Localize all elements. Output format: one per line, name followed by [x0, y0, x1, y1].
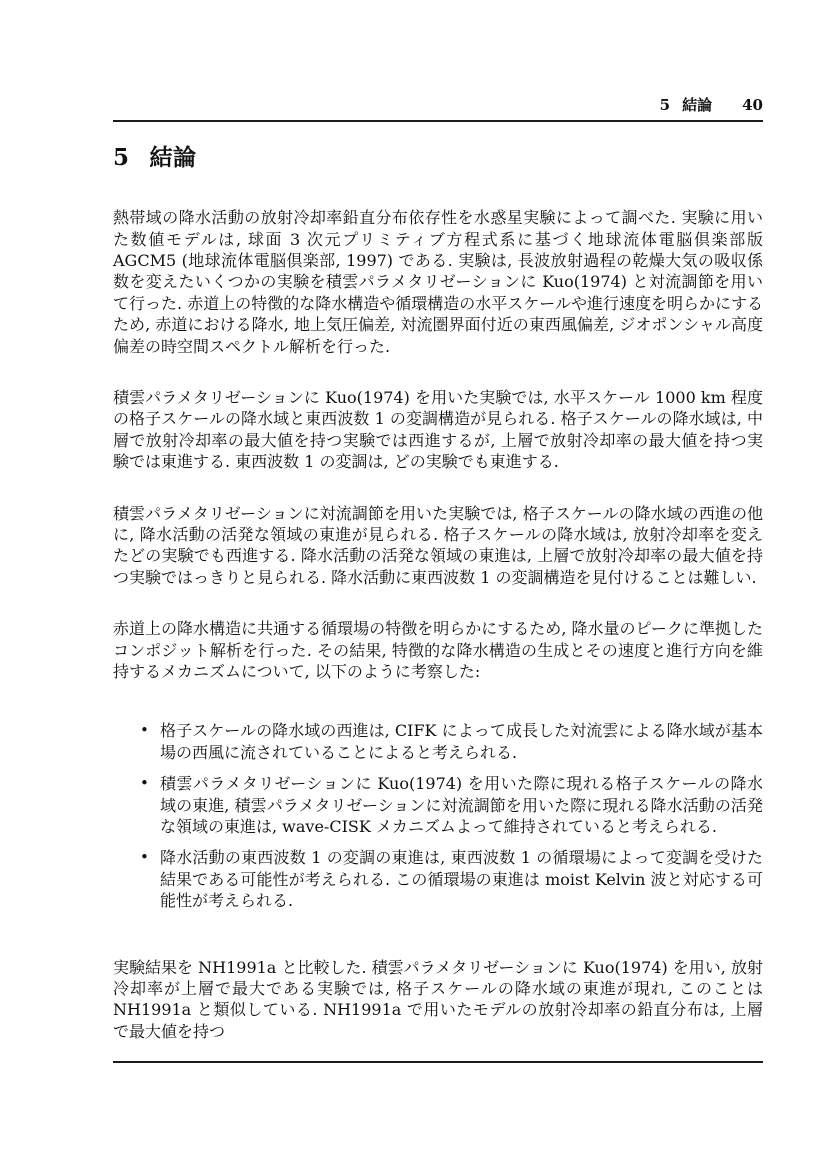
section-heading-title: 結論	[149, 143, 197, 171]
section-heading-number: 5	[113, 143, 130, 171]
list-item-text: 降水活動の東西波数 1 の変調の東進は, 東西波数 1 の循環場によって変調を受けた結果である可能性が考えられる. この循環場の東進は moist Kelvin 波と対応する可能性が考えられる.	[160, 848, 763, 911]
paragraph-composite-analysis: 赤道上の降水構造に共通する循環場の特徴を明らかにするため, 降水量のピークに準拠したコンポジット解析を行った. その結果, 特徴的な降水構造の生成とその速度と進行方向を維持するメカニズムについて, 以下のように考察した:	[113, 619, 763, 681]
paragraph-comparison-nh1991a: 実験結果を NH1991a と比較した. 積雲パラメタリゼーションに Kuo(1974) を用い, 放射冷却率が上層で最大である実験では, 格子スケールの降水域の東進が現れ, このことは NH1991a と類似している. NH1991a で用いたモデルの放射冷却率の鉛直分布は, 上層で最大値を持つ	[113, 957, 763, 1041]
footer-rule	[113, 1061, 763, 1063]
running-header-section-number: 5	[659, 96, 671, 114]
list-item-text: 積雲パラメタリゼーションに Kuo(1974) を用いた際に現れる格子スケールの降水域の東進, 積雲パラメタリゼーションに対流調節を用いた際に現れる降水活動の活発な領域の東進は, wave-CISK メカニズムよって維持されていると考えられる.	[160, 774, 763, 837]
running-header-section-title: 結論	[682, 96, 713, 114]
bullet-icon: •	[140, 774, 149, 793]
page-number: 40	[742, 96, 763, 114]
bullet-icon: •	[140, 848, 149, 867]
list-item-text: 格子スケールの降水域の西進は, CIFK によって成長した対流雲による降水域が基本場の西風に流されていることによると考えられる.	[160, 721, 763, 762]
list-item	[113, 847, 763, 911]
list-item	[113, 720, 763, 763]
list-item	[113, 773, 763, 837]
header-rule	[113, 120, 763, 122]
section-heading	[113, 144, 763, 172]
paragraph-intro: 熱帯域の降水活動の放射冷却率鉛直分布依存性を水惑星実験によって調べた. 実験に用いた数値モデルは, 球面 3 次元プリミティブ方程式系に基づく地球流体電脳倶楽部版 AGCM5 (地球流体電脳倶楽部, 1997) である. 実験は, 長波放射過程の乾燥大気の吸収係数を変えたいくつかの実験を積雲パラメタリゼーションに Kuo(1974) と対流調節を用いて行った. 赤道上の特徴的な降水構造や循環構造の水平スケールや進行速度を明らかにするため, 赤道における降水, 地上気圧偏差, 対流圏界面付近の東西風偏差, ジオポンシャル高度偏差の時空間スペクトル解析を行った.	[113, 208, 763, 356]
paragraph-convective-adjustment: 積雲パラメタリゼーションに対流調節を用いた実験では, 格子スケールの降水域の西進の他に, 降水活動の活発な領域の東進が見られる. 格子スケールの降水域は, 放射冷却率を変えたどの実験でも西進する. 降水活動の活発な領域の東進は, 上層で放射冷却率の最大値を持つ実験ではっきりと見られる. 降水活動に東西波数 1 の変調構造を見付けることは難しい.	[113, 503, 763, 587]
conclusion-list	[113, 720, 763, 911]
paragraph-kuo-experiment: 積雲パラメタリゼーションに Kuo(1974) を用いた実験では, 水平スケール 1000 km 程度の格子スケールの降水域と東西波数 1 の変調構造が見られる. 格子スケールの降水域は, 中層で放射冷却率の最大値を持つ実験では西進するが, 上層で放射冷却率の最大値を持つ実験では東進する. 東西波数 1 の変調は, どの実験でも東進する.	[113, 387, 763, 472]
bullet-icon: •	[140, 721, 149, 740]
running-header	[113, 0, 763, 114]
